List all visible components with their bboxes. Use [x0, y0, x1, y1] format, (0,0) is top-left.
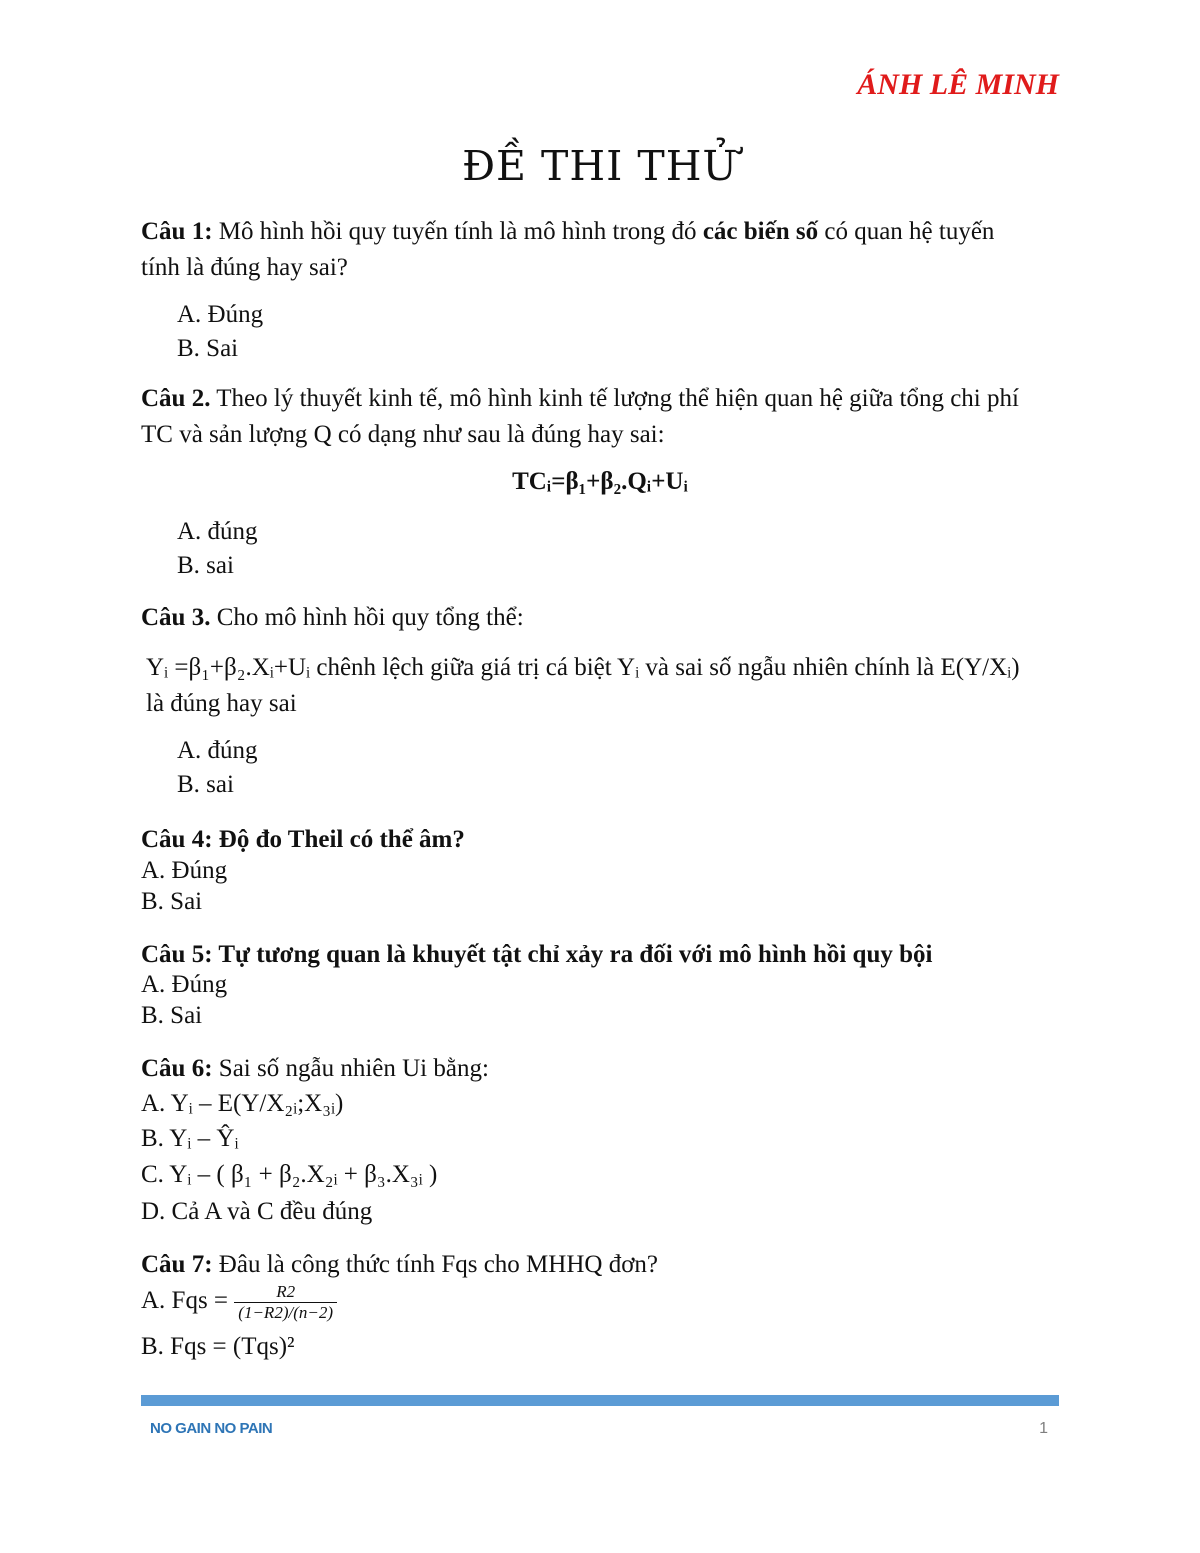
option-b: B. Sai — [141, 1002, 203, 1029]
question-label: Câu 5: — [141, 941, 213, 968]
question-text: có quan hệ tuyến tính là đúng hay sai? — [141, 218, 995, 281]
question-3 — [141, 600, 1031, 636]
footer-divider — [141, 1395, 1059, 1406]
option-b: B. Sai — [177, 335, 239, 362]
question-text-bold: các biến số — [702, 218, 819, 245]
option-b: B. Sai — [141, 888, 203, 915]
fraction-denominator: (1−R2)/(n−2) — [234, 1302, 337, 1323]
question-text: Đâu là công thức tính Fqs cho MHHQ đơn? — [212, 1251, 659, 1278]
question-text: Độ đo Theil có thể âm? — [212, 826, 465, 853]
question-text: Cho mô hình hồi quy tổng thể: — [210, 604, 524, 631]
question-6 — [141, 1051, 1031, 1087]
option-d: D. Cả A và C đều đúng — [141, 1198, 373, 1225]
option-a — [141, 1282, 337, 1323]
option-a: A. Đúng — [141, 971, 228, 998]
question-label: Câu 1: — [141, 218, 213, 245]
option-b: B. Yᵢ – Ŷᵢ — [141, 1125, 239, 1152]
question-label: Câu 6: — [141, 1055, 213, 1082]
fraction-numerator: R2 — [276, 1282, 296, 1301]
option-a: A. Đúng — [177, 301, 264, 328]
document-title: ĐỀ THI THỬ — [461, 142, 739, 190]
question-text: Mô hình hồi quy tuyến tính là mô hình trong đó — [212, 218, 703, 245]
header-author: ÁNH LÊ MINH — [857, 68, 1059, 101]
question-2 — [141, 381, 1031, 453]
option-b: B. sai — [177, 552, 234, 579]
option-a: A. đúng — [177, 518, 258, 545]
question-text: Sai số ngẫu nhiên Ui bằng: — [212, 1055, 489, 1082]
footer-motto: NO GAIN NO PAIN — [150, 1420, 273, 1437]
option-c: C. Yᵢ – ( β₁ + β₂.X₂ᵢ + β₃.X₃ᵢ ) — [141, 1161, 438, 1188]
cost-equation: TCᵢ=β₁+β₂.Qᵢ+Uᵢ — [512, 468, 688, 495]
question-text: Tự tương quan là khuyết tật chỉ xảy ra đối với mô hình hồi quy bội — [212, 941, 933, 968]
question-label: Câu 2. — [141, 385, 211, 412]
question-3-formula: Yᵢ =β₁+β₂.Xᵢ+Uᵢ chênh lệch giữa giá trị cá biệt Yᵢ và sai số ngẫu nhiên chính là E(Y/Xᵢ) là đúng hay sai — [146, 654, 1020, 717]
question-1 — [141, 214, 1031, 286]
option-b: B. Fqs = (Tqs)² — [141, 1333, 295, 1360]
question-text: Theo lý thuyết kinh tế, mô hình kinh tế lượng thể hiện quan hệ giữa tổng chi phí TC và sản lượng Q có dạng như sau là đúng hay sai: — [141, 385, 1019, 448]
option-a-prefix: A. Fqs = — [141, 1287, 229, 1315]
option-a: A. Yᵢ – E(Y/X₂ᵢ;X₃ᵢ) — [141, 1090, 344, 1117]
fraction — [234, 1282, 337, 1323]
question-label: Câu 3. — [141, 604, 211, 631]
question-label: Câu 4: — [141, 826, 213, 853]
page-number: 1 — [1039, 1420, 1048, 1437]
option-b: B. sai — [177, 771, 234, 798]
question-4 — [141, 822, 1031, 858]
question-7 — [141, 1247, 1031, 1283]
option-a: A. Đúng — [141, 857, 228, 884]
question-label: Câu 7: — [141, 1251, 213, 1278]
option-a: A. đúng — [177, 737, 258, 764]
question-5 — [141, 937, 1031, 973]
